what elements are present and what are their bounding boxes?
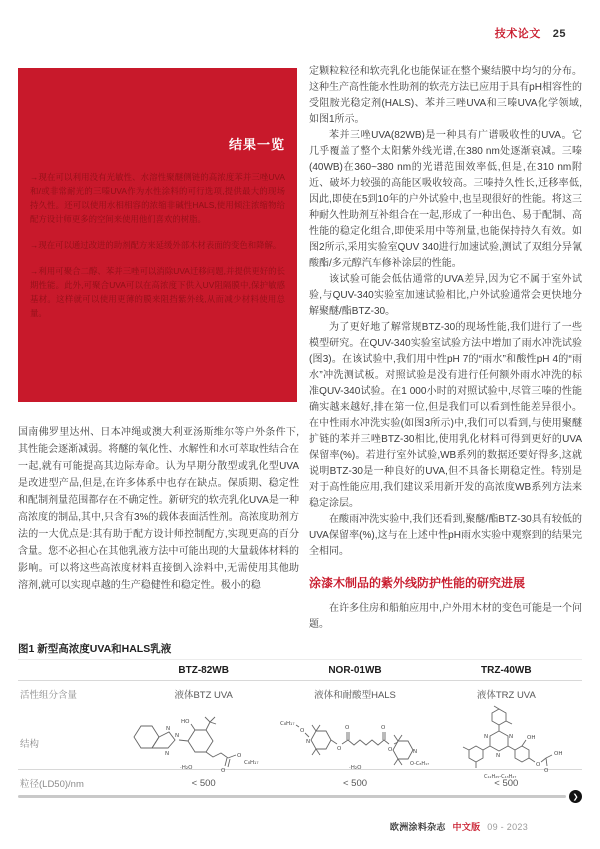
atom-label: HO [180, 719, 189, 725]
atom-label: OH [526, 735, 535, 741]
journal-edition: 中文版 [452, 822, 481, 832]
atom-label: O [236, 753, 241, 759]
atom-label: O [220, 768, 225, 774]
active-content-trz: 液体TRZ UVA [476, 689, 536, 701]
section-label: 技术论文 [494, 28, 541, 40]
page-footer [390, 820, 528, 833]
figure-table [18, 659, 582, 796]
atom-label: N [165, 726, 170, 732]
bond-lines [296, 725, 413, 765]
left-column-paragraph: 国南佛罗里达州、日本冲绳或澳大利亚汤斯维尔等户外条件下,其性能会逐渐减弱。将醚的氧化性、水解性和水可萃取性结合在一起,就有可能提高其边际寿命。认为早期分散型或乳化型UVA是改进型产品,但是,在许多体系中也存在缺点。保质期、稳定性和配制剂量范围都存在不确定性。新研究的软壳乳化UVA是一种高浓度的制品,其中,只含有3%的载体表面活性剂。高浓度助剂方法的一大优点是:其有助于配方设计师控制配方,实现更高的百分含量。您不必担心在其他乳液方法中可能出现的大量载体材料的影响。可以将这些高浓度材料直接倒入涂料中,无需使用其他助溶剂,就可以实现卓越的生产稳健性和稳定性。极小的稳 [18, 427, 299, 591]
atom-label: O [381, 725, 386, 731]
particle-size-trz: < 500 [494, 777, 519, 789]
atom-label: O [535, 762, 540, 768]
results-bullet-3: →利用可聚合二醇、苯并三唑可以消除UVA迁移问题,并提供更好的长期性能。此外,可聚合UVA可以在高浓度下供入UV阻隔膜中,保护敏感基材。这样就可以使用更薄的膜来阻挡紫外线,从而减少材料使用总量。 [30, 266, 285, 318]
journal-name: 欧洲涂料杂志 [389, 822, 446, 832]
bottom-rule [18, 795, 566, 798]
atom-label: N [495, 753, 500, 759]
atom-label: N [508, 734, 513, 740]
results-bullet-2: →现在可以通过改进的助剂配方来延缓外部木材表面的变色和降解。 [30, 240, 282, 250]
active-content-nor: 液体和耐酸型HALS [314, 689, 396, 701]
atom-label: O [543, 768, 548, 774]
atom-label: N [413, 749, 418, 755]
table-header-row [18, 660, 582, 681]
atom-label: N [483, 734, 488, 740]
left-column [18, 424, 299, 594]
structure-cell-trz [431, 706, 582, 780]
row-label: 粒径(LD50)/nm [20, 779, 84, 790]
alkyl-label: O-C₈H₁₇ [410, 761, 430, 767]
column-header-nor: NOR-01WB [328, 664, 382, 676]
column-header-trz: TRZ-40WB [481, 664, 532, 676]
right-paragraph-2: 苯并三唑UVA(82WB)是一种具有广谱吸收性的UVA。它几乎覆盖了整个太阳紫外线光谱,在380 nm处逐渐衰减。三嗪(40WB)在360~380 nm的光谱范围效率低,但是,在310 nm附近、破坏力较强的高能区吸收较高。三嗪持久性长,迁移率低,因此,即使在5到10年的户外试验中,也呈现很好的性能。将这三种耐久性助剂互补组合在一起,形成了一种出色、易于配制、高性能的稳定化组合,即使采用中等剂量,也能保持持久有效。如图2所示,采用实验室QUV 340进行加速试验,测试了双组分异氰酸酯/多元醇汽车修补涂层的性能。 [309, 130, 582, 269]
hydrate-label: ·H₂O [179, 765, 192, 771]
atom-label: O [388, 747, 393, 753]
particle-size-btz: < 500 [191, 777, 216, 789]
active-content-btz: 液体BTZ UVA [174, 689, 233, 701]
results-box-title: 结果一览 [228, 137, 285, 152]
arrow-right-icon: ❯ [572, 793, 579, 801]
particle-size-nor: < 500 [342, 777, 368, 789]
bond-lines [463, 706, 552, 768]
structure-cell-nor [279, 706, 431, 780]
atom-label: N [174, 733, 179, 739]
chemical-structure-nor-drawing [279, 713, 431, 773]
right-paragraph-3: 该试验可能会低估通常的UVA差异,因为它不属于室外试验,与QUV-340实验室加速试验相比,户外试验通常会更快地分解聚醚/酯BTZ-30。 [309, 274, 582, 317]
atom-label: OH [553, 751, 562, 757]
next-page-button[interactable] [569, 790, 582, 803]
alkyl-label: C₈H₁₇ [280, 721, 295, 727]
chemical-structure-btz-drawing [130, 713, 278, 773]
figure-caption: 图1 新型高浓度UVA和HALS乳液 [18, 643, 172, 655]
table-row-structure [18, 706, 582, 780]
atom-label: O [345, 725, 350, 731]
atom-label: N [306, 739, 311, 745]
row-label: 活性组分含量 [20, 689, 78, 701]
right-column [309, 64, 582, 633]
page-header [495, 25, 566, 41]
row-label: 结构 [20, 739, 40, 750]
right-paragraph-1: 定颗粒粒径和软壳乳化也能保证在整个聚结膜中均匀的分布。这种生产高性能水性助剂的软壳方法已应用于具有pH相容性的受阻胺光稳定剂(HALS)、苯并三唑UVA和三嗪UVA化学领域,如图1所示。 [309, 66, 582, 125]
column-header-btz: BTZ-82WB [178, 664, 229, 676]
right-paragraph-4: 为了更好地了解常规BTZ-30的现场性能,我们进行了一些模型研究。在QUV-340实验室试验方法中增加了雨水冲洗试验(图3)。在该试验中,我们用中性pH 7的“雨水”和酸性pH 4的“雨水”冲洗测试板。对照试验是没有进行任何额外雨水冲洗的标准QUV-340试验。在1 000小时的对照试验中,尽管三嗪的性能确实越来越好,排在第一位,但是我们可以看到性能差异很小。在中性雨水冲洗实验(如图3所示)中,我们可以看到,与使用聚醚扩链的苯并三唑BTZ-30相比,使用乳化材料可得到更好的UVA保留率(%)。若进行室外试验,WB系列的数据还要好得多,这就说明BTZ-30是一种良好的UVA,但不具备长期稳定性。特别是对于高性能应用,我们建议采用新开发的高浓度WB系列方法来稳定涂层。 [309, 322, 582, 509]
atom-label: O [300, 728, 305, 734]
table-row-active-content [18, 681, 582, 706]
right-paragraph-6: 在许多住房和船舶应用中,户外用木材的变色可能是一个问题。 [309, 603, 582, 630]
alkyl-label: C₁₂H₂₅-C₁₃H₂₇ [483, 774, 516, 780]
results-bullet-1: →现在可以利用没有光敏性、水溶性聚醚侧链的高浓度苯并三唑UVA和/或非常耐光的三嗪UVA作为水性涂料的可行选项,提供最大的现场持久性。还可以使用水相相容的浓缩非碱性HALS,使用倾注浓缩物给配方设计师更多的空间来使用他们喜欢的树脂。 [30, 172, 285, 224]
atom-label: O [337, 746, 342, 752]
page-number: 25 [552, 28, 566, 40]
section-heading: 涂漆木制品的紫外线防护性能的研究进展 [309, 576, 526, 590]
chemical-structure-trz-drawing [442, 706, 572, 780]
results-summary-box [18, 68, 297, 402]
structure-cell-btz [128, 706, 279, 780]
hydrate-label: ·H₂O [349, 765, 362, 771]
alkyl-label: C₈H₁₇ [243, 760, 259, 766]
atom-label: N [164, 751, 169, 757]
right-paragraph-5: 在酸雨冲洗实验中,我们还看到,聚醚/酯BTZ-30具有较低的UVA保留率(%),这与在上述中性pH雨水实验中观察到的结果完全相同。 [309, 514, 582, 557]
journal-issue: 09 - 2023 [487, 822, 528, 832]
